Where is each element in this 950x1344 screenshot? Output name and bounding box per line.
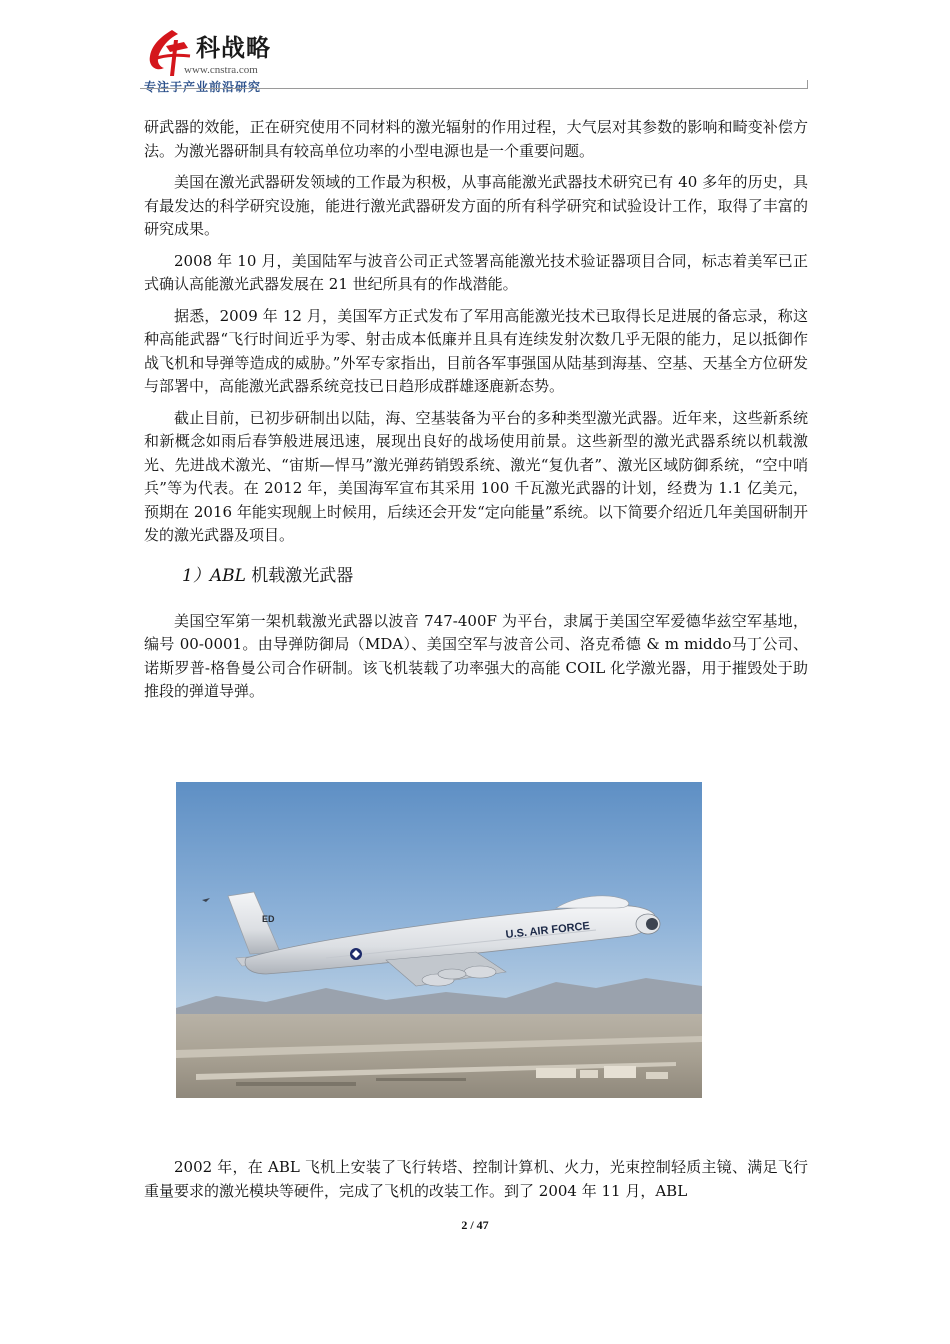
paragraph: 2002 年，在 ABL 飞机上安装了飞行转塔、控制计算机、火力，光束控制轻质主镜、满足飞行重量要求的激光模块等硬件，完成了飞机的改装工作。到了 2004 年 11 月，ABL xyxy=(144,1158,808,1200)
section-heading xyxy=(144,564,808,588)
page-number: 2 / 47 xyxy=(461,1218,489,1232)
header-tick xyxy=(807,80,808,88)
section-abbr: ABL xyxy=(209,565,246,586)
document-body xyxy=(144,116,808,712)
document-body-continued xyxy=(144,1156,808,1211)
paragraph: 研武器的效能，正在研究使用不同材料的激光辐射的作用过程，大气层对其参数的影响和畸变补偿方法。为激光器研制具有较高单位功率的小型电源也是一个重要问题。 xyxy=(144,118,808,160)
page-header xyxy=(140,20,808,94)
fuselage-text: U.S. AIR FORCE xyxy=(505,920,591,941)
tail-code: ED xyxy=(262,914,275,924)
logo-name: 科战略 xyxy=(196,34,271,62)
logo-url: www.cnstra.com xyxy=(184,64,258,76)
section-title: 机载激光武器 xyxy=(245,565,354,586)
paragraph: 截止目前，已初步研制出以陆，海、空基装备为平台的多种类型激光武器。近年来，这些新系统和新概念如雨后春笋般进展迅速，展现出良好的战场使用前景。这些新型的激光武器系统以机载激光、先进战术激光、“宙斯—悍马”激光弹药销毁系统、激光“复仇者”、激光区域防御系统，“空中哨兵”等为代表。在 2012 年，美国海军宣布其采用 100 千瓦激光武器的计划，经费为 1.1 亿美元，预期在 2016 年能实现舰上时候用，后续还会开发“定向能量”系统。以下简要介绍近几年美国研制开发的激光武器及项目。 xyxy=(144,408,808,544)
section-number: 1） xyxy=(182,565,210,586)
header-rule xyxy=(140,88,808,89)
paragraph: 美国在激光武器研发领域的工作最为积极，从事高能激光武器技术研究已有 40 多年的历史，具有最发达的科学研究设施，能进行激光武器研发方面的所有科学研究和试验设计工作，取得了丰富的研究成果。 xyxy=(144,173,808,238)
paragraph: 据悉，2009 年 12 月，美国军方正式发布了军用高能激光技术已取得长足进展的备忘录，称这种高能武器“飞行时间近乎为零、射击成本低廉并且具有连续发射次数几乎无限的能力，足以抵御作战飞机和导弹等造成的威胁。”外军专家指出，目前各军事强国从陆基到海基、空基、天基全方位研发与部署中，高能激光武器系统竞技已日趋形成群雄逐鹿新态势。 xyxy=(144,306,808,395)
paragraph: 2008 年 10 月，美国陆军与波音公司正式签署高能激光技术验证器项目合同，标志着美军已正式确认高能激光武器发展在 21 世纪所具有的作战潜能。 xyxy=(144,251,808,293)
paragraph: 美国空军第一架机载激光武器以波音 747-400F 为平台，隶属于美国空军爱德华兹空军基地，编号 00-0001。由导弹防御局（MDA）、美国空军与波音公司、洛克希德 & m middo马丁公司、诺斯罗普-格鲁曼公司合作研制。该飞机装载了功率强大的高能 COIL 化学激光器，用于摧毁处于助推段的弹道导弹。 xyxy=(144,611,808,700)
aircraft-illustration xyxy=(176,782,702,1098)
logo-slogan: 专注于产业前沿研究 xyxy=(144,80,262,94)
abl-aircraft-photo xyxy=(176,782,702,1098)
